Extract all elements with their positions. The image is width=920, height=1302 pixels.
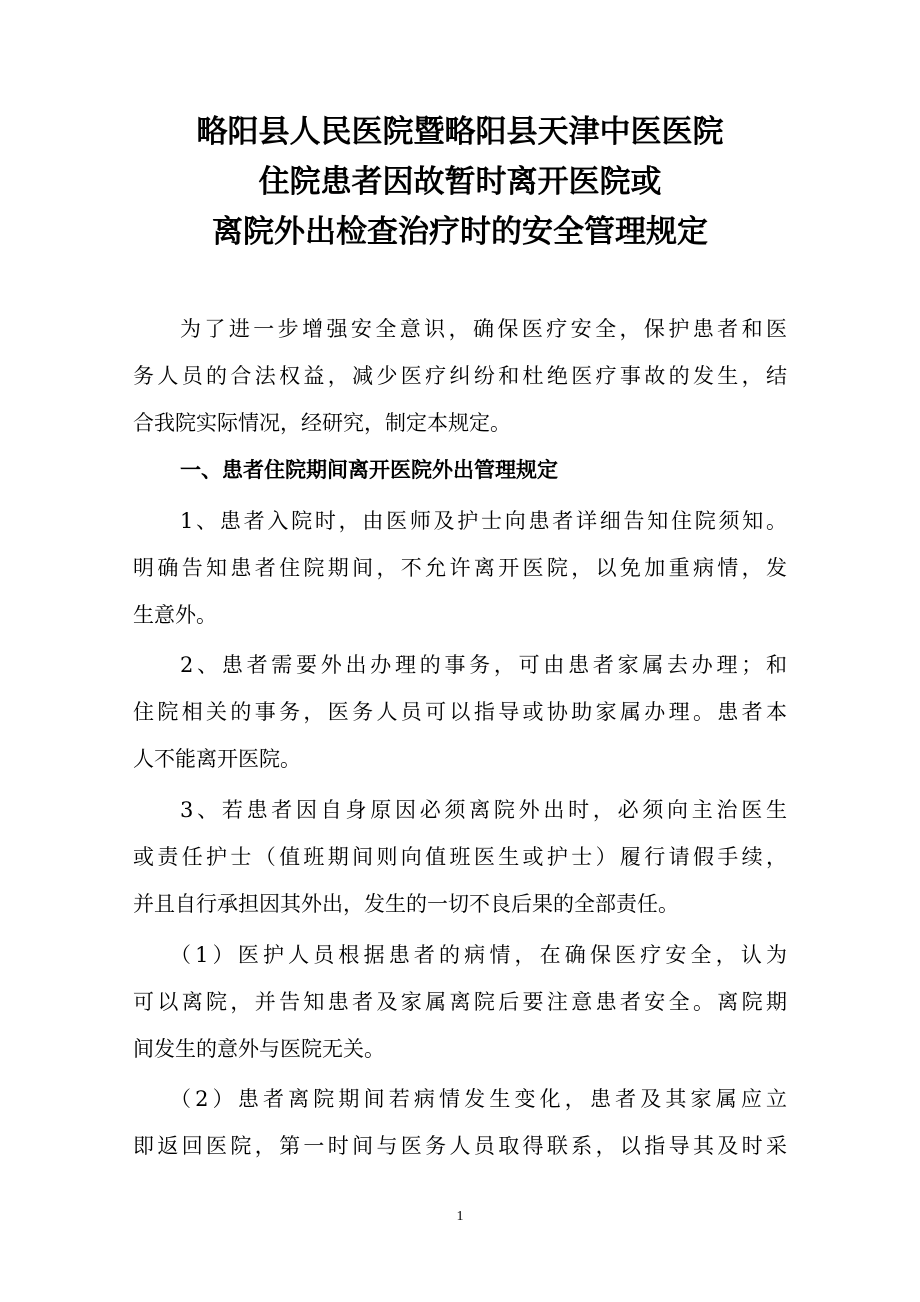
section-1-heading: 一、患者住院期间离开医院外出管理规定 bbox=[180, 458, 558, 482]
item-2-line-1: 2、患者需要外出办理的事务，可由患者家属去办理；和 bbox=[180, 653, 787, 677]
item-3-line-3: 并且自行承担因其外出，发生的一切不良后果的全部责任。 bbox=[133, 892, 679, 916]
sub-1-line-1: （1）医护人员根据患者的病情，在确保医疗安全，认为 bbox=[170, 943, 787, 967]
item-1-line-3: 生意外。 bbox=[133, 603, 217, 627]
item-3-line-1: 3、若患者因自身原因必须离院外出时，必须向主治医生 bbox=[180, 798, 787, 822]
sub-1-line-2: 可以离院，并告知患者及家属离院后要注意患者安全。离院期 bbox=[133, 990, 787, 1014]
page-number: 1 bbox=[456, 1209, 464, 1224]
sub-2-line-1: （2）患者离院期间若病情发生变化，患者及其家属应立 bbox=[170, 1087, 787, 1111]
title-line-2: 住院患者因故暂时离开医院或 bbox=[258, 164, 662, 200]
intro-line-3: 合我院实际情况，经研究，制定本规定。 bbox=[133, 411, 511, 435]
sub-1-line-3: 间发生的意外与医院无关。 bbox=[133, 1037, 385, 1061]
intro-line-2: 务人员的合法权益，减少医疗纠纷和杜绝医疗事故的发生，结 bbox=[133, 364, 787, 388]
item-3-line-2: 或责任护士（值班期间则向值班医生或护士）履行请假手续， bbox=[133, 845, 787, 869]
title-line-3: 离院外出检查治疗时的安全管理规定 bbox=[212, 214, 708, 250]
title-line-1: 略阳县人民医院暨略阳县天津中医医院 bbox=[196, 114, 724, 150]
item-2-line-3: 人不能离开医院。 bbox=[133, 747, 301, 771]
intro-line-1: 为了进一步增强安全意识，确保医疗安全，保护患者和医 bbox=[180, 317, 787, 341]
item-1-line-2: 明确告知患者住院期间，不允许离开医院，以免加重病情，发 bbox=[133, 556, 787, 580]
sub-2-line-2: 即返回医院，第一时间与医务人员取得联系，以指导其及时采 bbox=[133, 1134, 787, 1158]
item-1-line-1: 1、患者入院时，由医师及护士向患者详细告知住院须知。 bbox=[180, 509, 787, 533]
item-2-line-2: 住院相关的事务，医务人员可以指导或协助家属办理。患者本 bbox=[133, 700, 787, 724]
